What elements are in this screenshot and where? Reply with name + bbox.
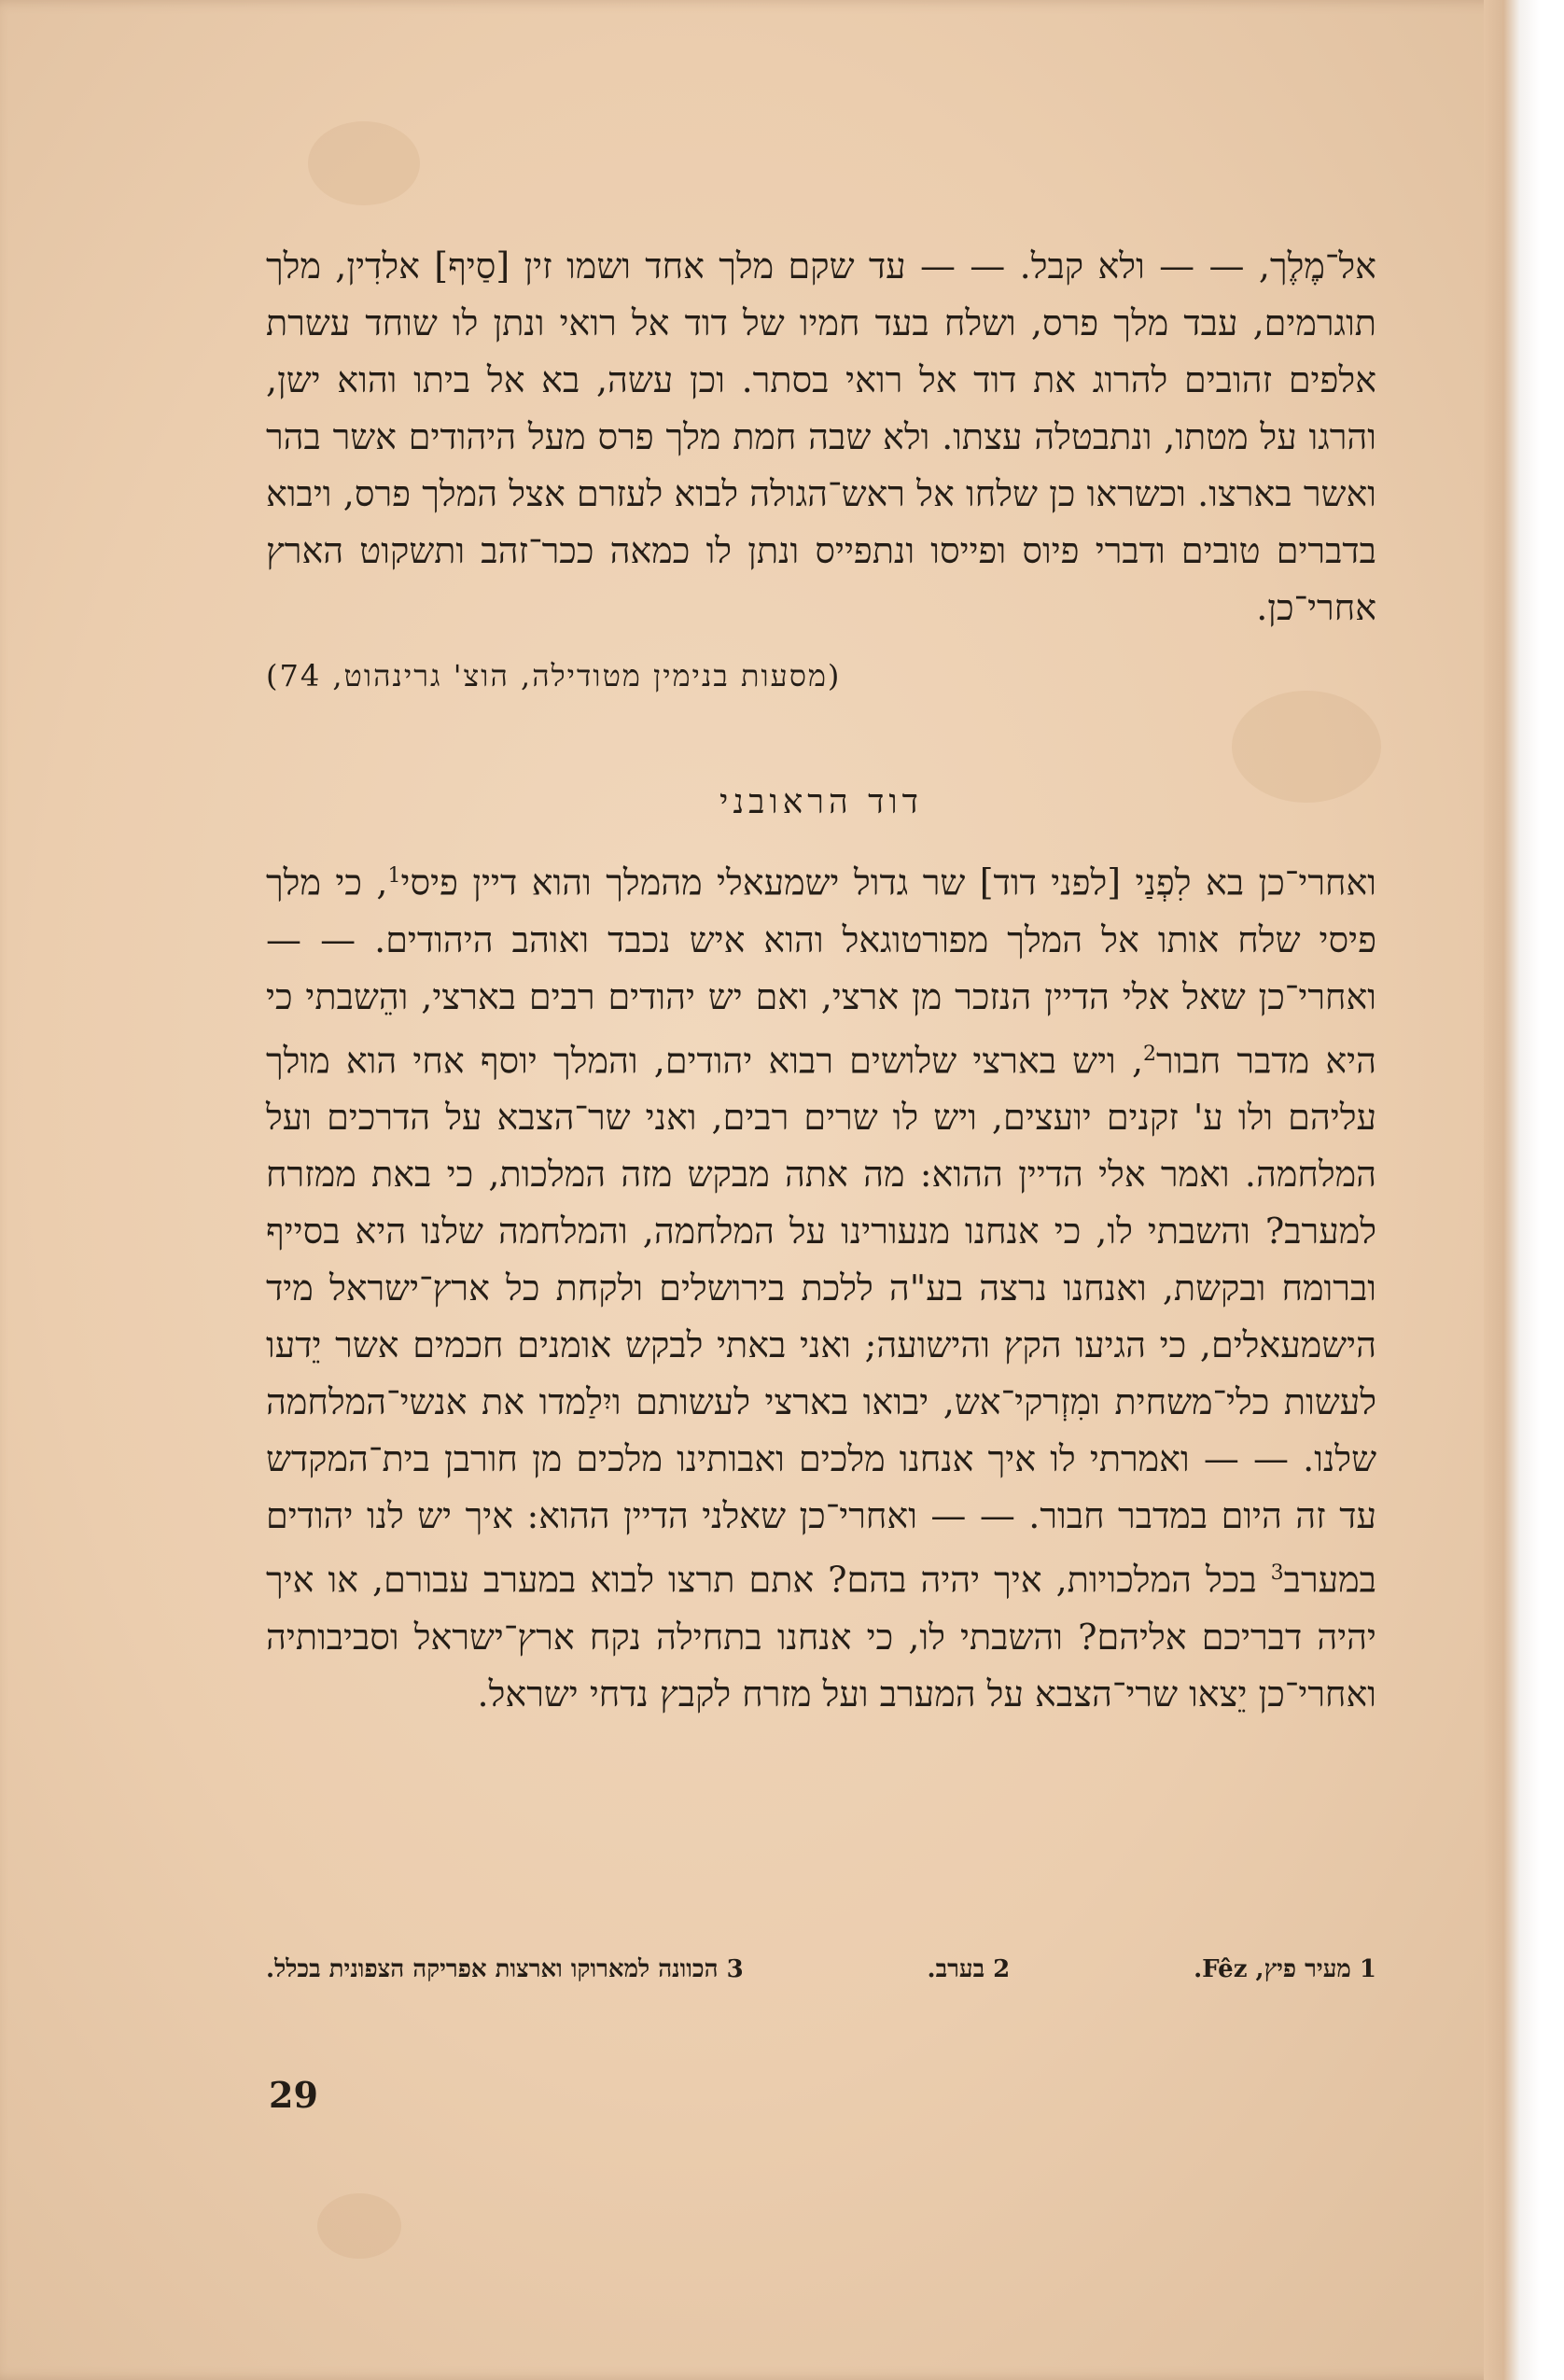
section-body	[266, 847, 1376, 1723]
top-passage	[266, 238, 1376, 637]
footnote-marker-1: 1	[387, 864, 401, 888]
body-text-part2: , כי מלך פיסי שלח אותו אל המלך מפורטוגאל והוא איש נכבד ואוהב היהודים. — — ואחרי־כן שאל אלי הדיין הנזכר מן ארצי, ואם יש יהודים רבים בארצי, והֵשבתי כי היא מדבר חבור	[266, 861, 1376, 1082]
footnote-2: 2 בערב.	[927, 1955, 1011, 1983]
page-edge	[1484, 0, 1564, 2380]
top-passage-text: אל־מֶלֶך, — — ולא קבל. — — עד שקם מלך אחד ושמו זין [סַיף] אלדִין, מלך תוגרמים, עבד מלך פרס, ושלח בעד חמיו של דוד אל רואי ונתן לו שוחד עשרת אלפים זהובים להרוג את דוד אל רואי בסתר. וכן עשה, בא אל ביתו והוא ישן, והרגו על מטתו, ונתבטלה עצתו. ולא שבה חמת מלך פרס מעל היהודים אשר בהר ואשר בארצו. וכשראו כן שלחו אל ראש־הגולה לבוא לעזרם אצל המלך פרס, ויבוא בדברים טובים ודברי פיוס ופייסו ונתפייס ונתן לו כמאה ככר־זהב ותשקוט הארץ אחרי־כן.	[266, 245, 1376, 628]
source-citation: (מסעות בנימין מטודילה, הוצ' גרינהוט, 74)	[266, 658, 842, 693]
section-title: דוד הראובני	[719, 783, 923, 821]
section-paragraph	[266, 847, 1376, 1723]
footnote-3: 3 הכוונה למארוקו וארצות אפריקה הצפונית בכלל.	[266, 1955, 744, 1983]
footnotes	[266, 1955, 1376, 1983]
footnote-marker-2: 2	[1143, 1042, 1157, 1066]
paper-stain	[308, 121, 420, 205]
body-text-part1: ואחרי־כן בא לִפְנַי [לפני דוד] שר גדול ישמעאלי מהמלך והוא דיין פיסי	[400, 861, 1376, 903]
footnote-1: 1 מעיר פיץ, Fêz.	[1194, 1955, 1376, 1983]
paper-stain	[317, 2193, 401, 2259]
body-text-part4: בכל המלכויות, איך יהיה בהם? אתם תרצו לבוא במערב עבורם, או איך יהיה דבריכם אליהם? והשבתי לו, כי אנחנו בתחילה נקח ארץ־ישראל וסביבותיה ואחרי־כן יֵצאו שרי־הצבא על המערב ועל מזרח לקבץ נדחי ישראל.	[266, 1559, 1376, 1715]
page-number: 29	[269, 2074, 318, 2116]
body-text-part3: , ויש בארצי שלושים רבוא יהודים, והמלך יוסף אחי הוא מולך עליהם ולו ע' זקנים יועצים, ויש לו שרים רבים, ואני שר־הצבא על הדרכים ועל המלחמה. ואמר אלי הדיין ההוא: מה אתה מבקש מזה המלכות, כי באת ממזרח למערב? והשבתי לו, כי אנחנו מנעורינו על המלחמה, והמלחמה שלנו היא בסייף וברומח ובקשת, ואנחנו נרצה בע"ה ללכת בירושלים ולקחת כל ארץ־ישראל מיד הישמעאלים, כי הגיעו הקץ והישועה; ואני באתי לבקש אומנים חכמים אשר יֵדעו לעשות כלי־משחית ומִזְרקי־אש, יבואו בארצי לעשותם ויִלַמדו את אנשי־המלחמה שלנו. — — ואמרתי לו איך אנחנו מלכים ואבותינו מלכים מן חורבן בית־המקדש עד זה היום במדבר חבור. — — ואחרי־כן שאלני הדיין ההוא: איך יש לנו יהודים במערב	[266, 1040, 1376, 1601]
footnote-marker-3: 3	[1270, 1561, 1284, 1586]
